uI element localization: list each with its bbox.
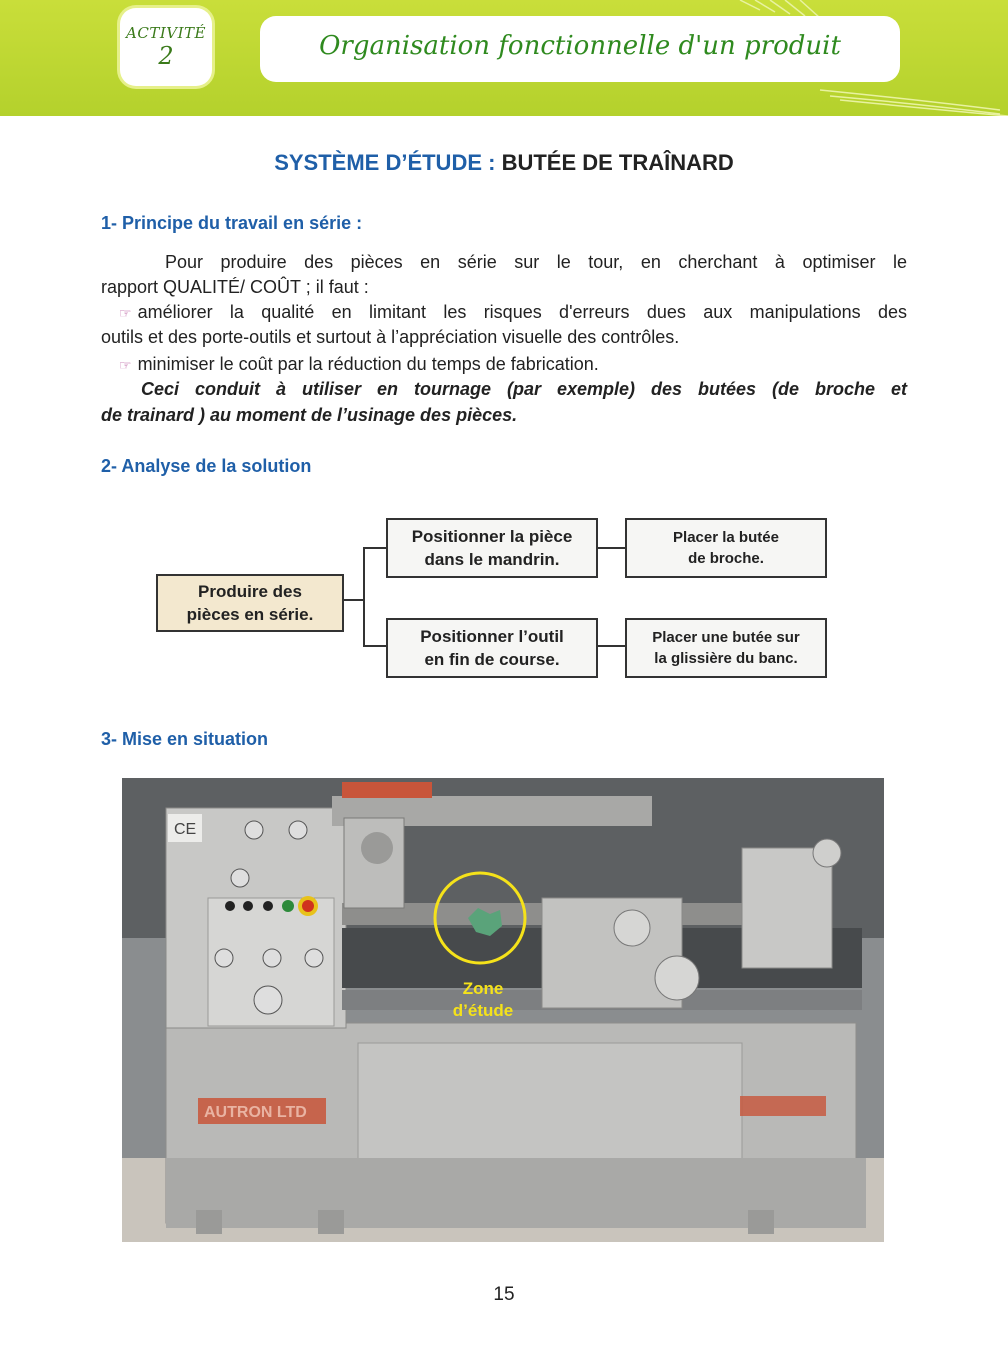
activity-label: ACTIVITÉ [126, 24, 206, 42]
section-3-heading: 3- Mise en situation [101, 729, 269, 749]
diagram-branch2-box [386, 618, 598, 678]
ce-mark: CE [174, 821, 197, 838]
branch2-leaf-line2: la glissière du banc. [654, 650, 798, 667]
diagram-branch1-leaf-box [625, 518, 827, 578]
branch1-leaf-line1: Placer la butée [673, 529, 779, 546]
root-line1: Produire des [198, 582, 302, 601]
zone-etude-label [440, 978, 526, 1022]
page-title: Organisation fonctionnelle d'un produit [319, 31, 841, 61]
branch2-line2: en fin de course. [424, 650, 560, 669]
branch1-line2: dans le mandrin. [424, 550, 560, 569]
pointing-hand-icon: ☞ [119, 305, 132, 321]
bullet1-text: améliorer la qualité en limitant les risques d'erreurs dues aux manipulations des [137, 302, 907, 322]
diagram-branch2-leaf-box [625, 618, 827, 678]
branch2-line1: Positionner l’outil [420, 627, 564, 646]
system-title-name: BUTÉE DE TRAÎNARD [501, 150, 734, 175]
branch2-leaf-line1: Placer une butée sur [652, 629, 800, 646]
conclusion-line1: Ceci conduit à utiliser en tournage (par exemple) des butées (de broche et [141, 379, 907, 399]
activity-number: 2 [158, 42, 174, 70]
para1-line1: Pour produire des pièces en série sur le tour, en cherchant à optimiser le [165, 252, 907, 272]
system-title-prefix: SYSTÈME D’ÉTUDE : [274, 150, 502, 175]
section-1-heading: 1- Principe du travail en série : [101, 213, 363, 233]
branch1-line1: Positionner la pièce [411, 527, 573, 546]
pointing-hand-icon: ☞ [119, 357, 132, 373]
branch1-leaf-line2: de broche. [688, 550, 764, 567]
machine-plate-left: AUTRON LTD [204, 1104, 307, 1121]
diagram-root-box [156, 574, 344, 632]
zone-label-line1: Zone [462, 979, 504, 998]
section-2-heading: 2- Analyse de la solution [101, 456, 312, 476]
para1-line2: rapport QUALITÉ/ COÛT ; il faut : [101, 277, 369, 297]
bullet2-text: minimiser le coût par la réduction du temps de fabrication. [137, 354, 599, 374]
diagram-branch1-box [386, 518, 598, 578]
root-line2: pièces en série. [186, 605, 314, 624]
zone-label-line2: d’étude [452, 1001, 514, 1020]
conclusion-line2: de trainard ) au moment de l’usinage des pièces. [101, 405, 518, 425]
page-number: 15 [493, 1284, 515, 1305]
bullet1-line2: outils et des porte-outils et surtout à l’appréciation visuelle des contrôles. [101, 327, 680, 347]
